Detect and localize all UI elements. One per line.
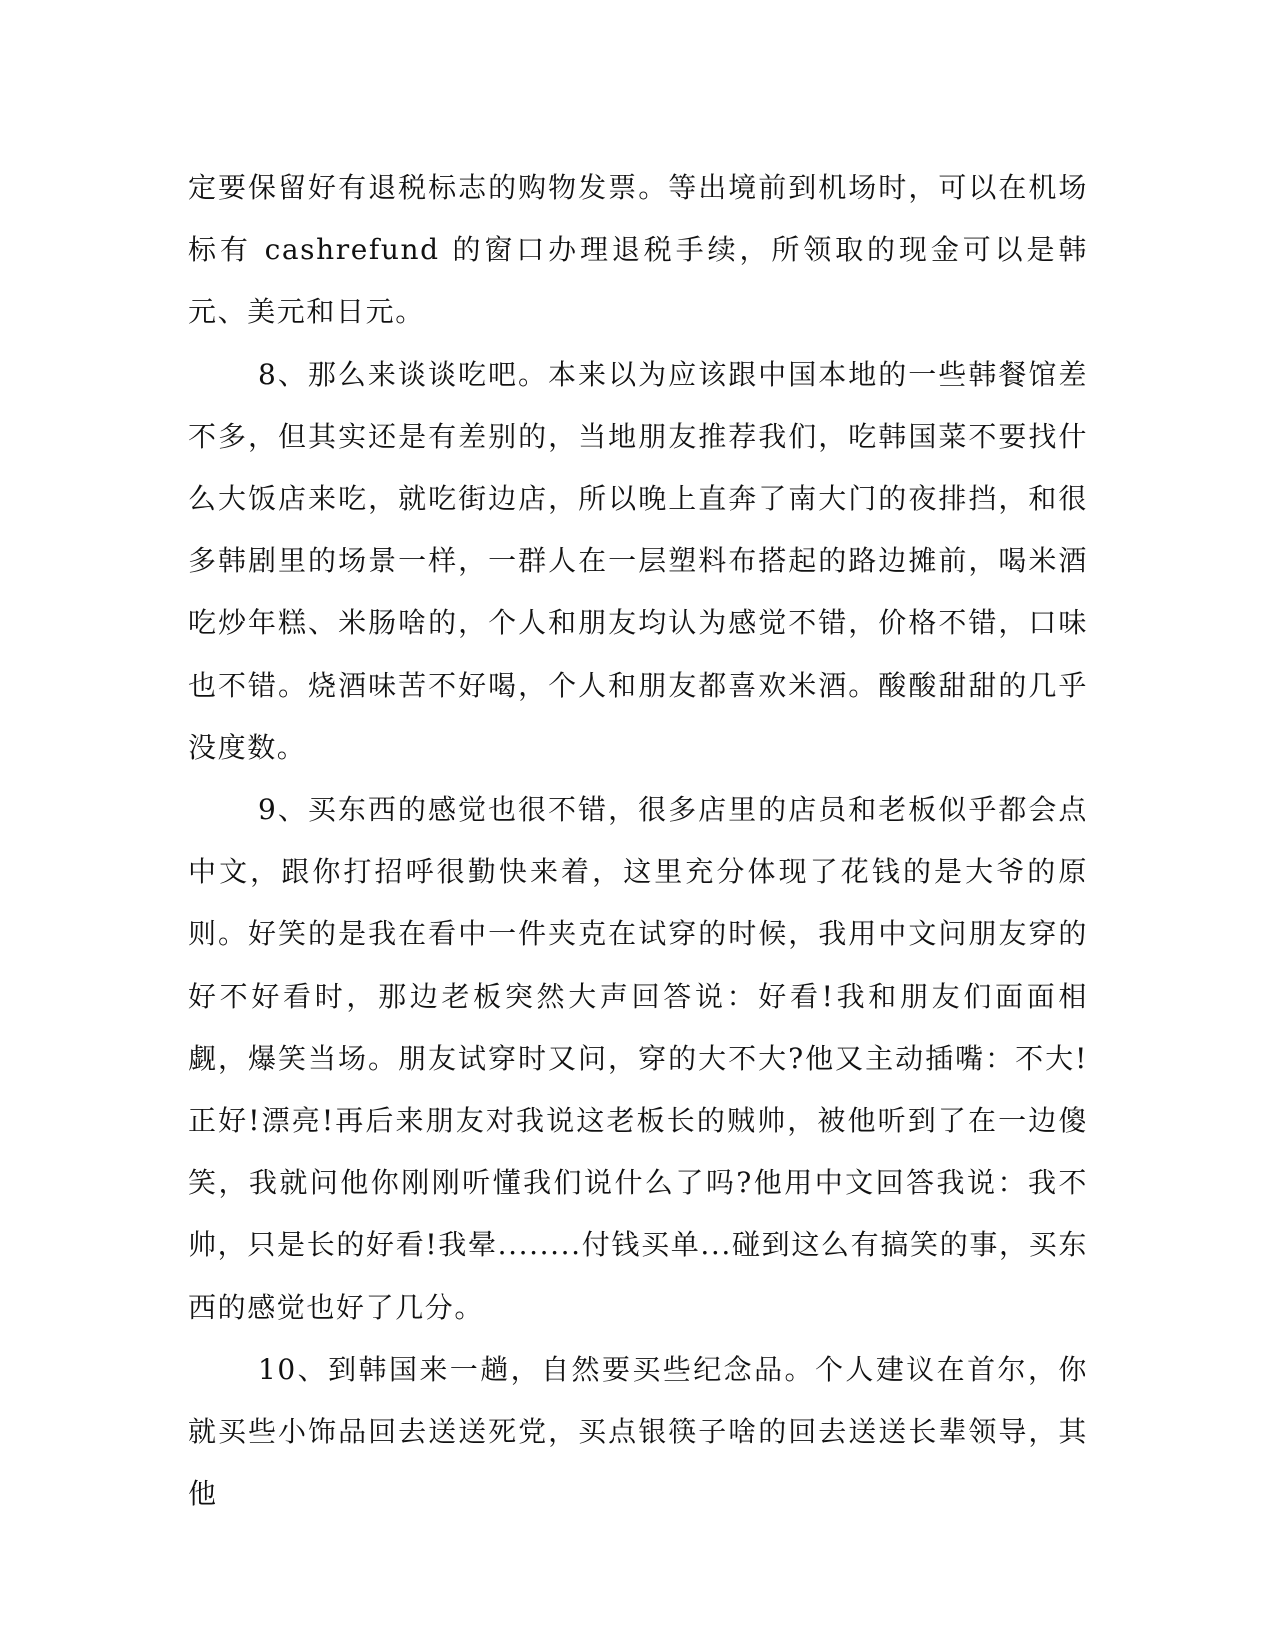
- body-text: [188, 157, 1088, 1525]
- paragraph-10-souvenirs: 10、到韩国来一趟，自然要买些纪念品。个人建议在首尔，你就买些小饰品回去送送死党，买点银筷子啥的回去送送长辈领导，其他: [188, 1352, 1088, 1511]
- paragraph-8-food: 8、那么来谈谈吃吧。本来以为应该跟中国本地的一些韩餐馆差不多，但其实还是有差别的，当地朋友推荐我们，吃韩国菜不要找什么大饭店来吃，就吃街边店，所以晚上直奔了南大门的夜排挡，和很多韩剧里的场景一样，一群人在一层塑料布搭起的路边摊前，喝米酒吃炒年糕、米肠啥的，个人和朋友均认为感觉不错，价格不错，口味也不错。烧酒味苦不好喝，个人和朋友都喜欢米酒。酸酸甜甜的几乎没度数。: [188, 357, 1088, 764]
- paragraph-9-shopping: 9、买东西的感觉也很不错，很多店里的店员和老板似乎都会点中文，跟你打招呼很勤快来着，这里充分体现了花钱的是大爷的原则。好笑的是我在看中一件夹克在试穿的时候，我用中文问朋友穿的好不好看时，那边老板突然大声回答说：好看!我和朋友们面面相觑，爆笑当场。朋友试穿时又问，穿的大不大?他又主动插嘴：不大!正好!漂亮!再后来朋友对我说这老板长的贼帅，被他听到了在一边傻笑，我就问他你刚刚听懂我们说什么了吗?他用中文回答我说：我不帅，只是长的好看!我晕........付钱买单...碰到这么有搞笑的事，买东西的感觉也好了几分。: [188, 793, 1088, 1324]
- paragraph-continued: 定要保留好有退税标志的购物发票。等出境前到机场时，可以在机场标有 cashrefund 的窗口办理退税手续，所领取的现金可以是韩元、美元和日元。: [188, 171, 1088, 329]
